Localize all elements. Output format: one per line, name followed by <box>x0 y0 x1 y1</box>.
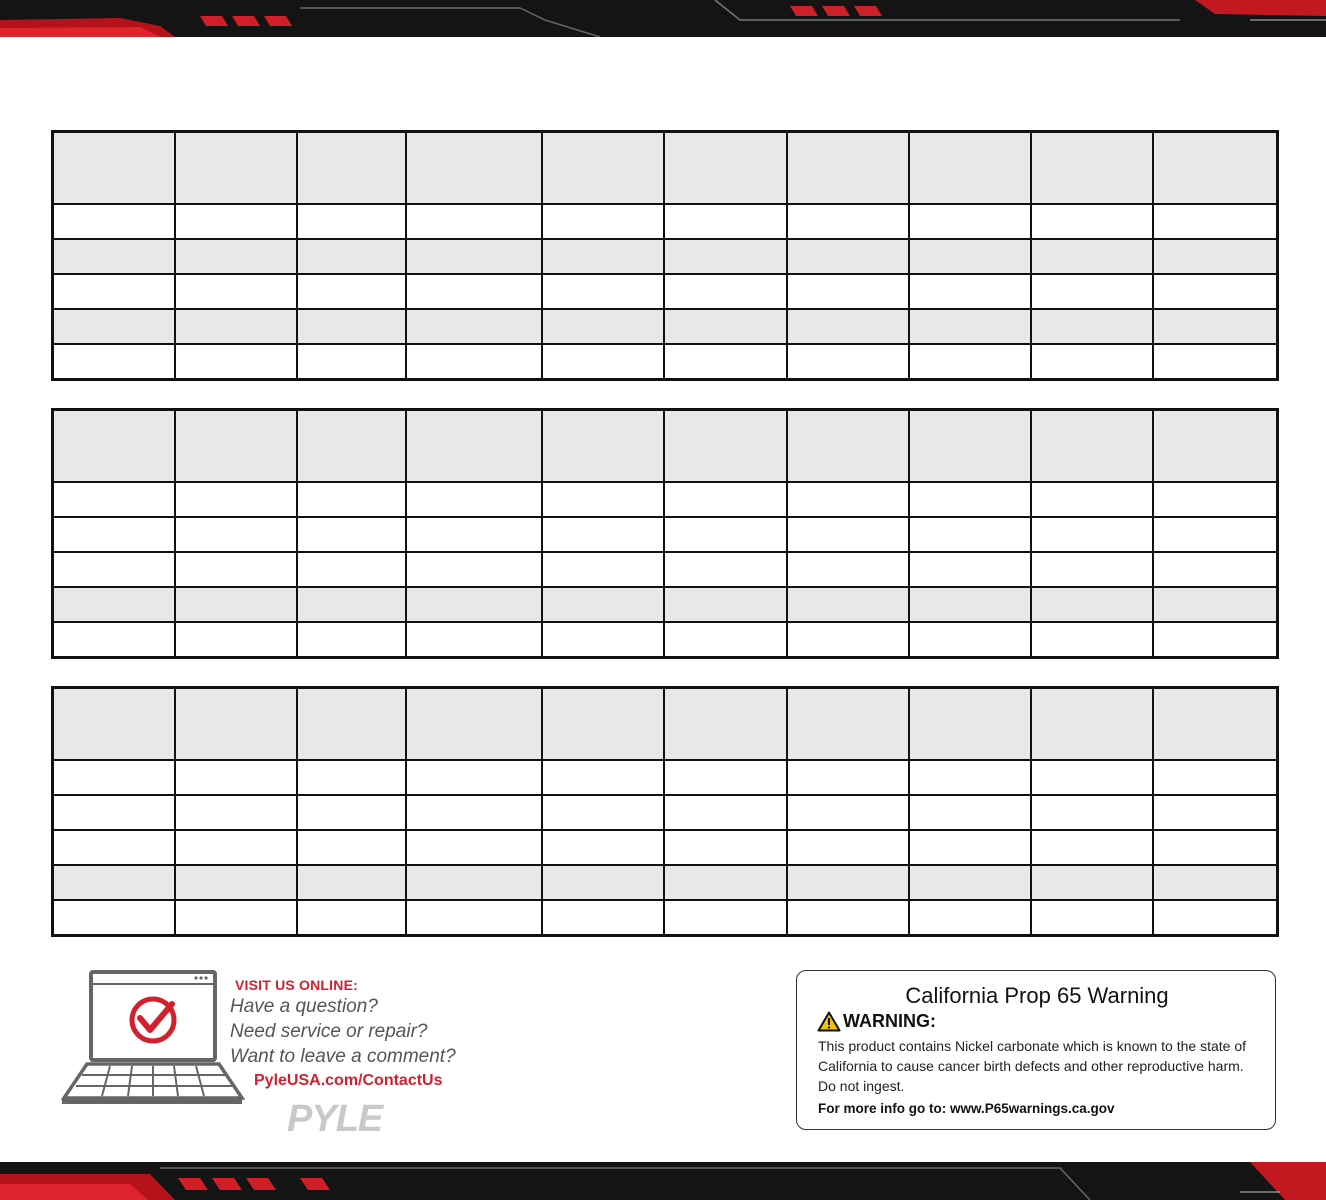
table-row <box>53 552 1278 587</box>
table-row <box>53 587 1278 622</box>
table-row <box>53 900 1278 936</box>
table-row <box>53 865 1278 900</box>
warning-label: WARNING: <box>843 1011 936 1031</box>
table-row <box>53 482 1278 517</box>
laptop-checkmark-icon <box>60 968 245 1113</box>
more-info-link[interactable]: For more info go to: www.P65warnings.ca.gov <box>818 1101 1115 1116</box>
table-header-row <box>53 132 1278 205</box>
table-row <box>53 309 1278 344</box>
table-header-row <box>53 410 1278 483</box>
table-row <box>53 760 1278 795</box>
table-header-row <box>53 688 1278 761</box>
question-line: Need service or repair? <box>230 1021 428 1042</box>
top-decorative-band <box>0 0 1326 37</box>
question-line: Have a question? <box>230 996 378 1017</box>
warning-heading <box>817 1011 936 1032</box>
spec-table-2 <box>51 408 1279 659</box>
table-row <box>53 344 1278 380</box>
prop65-warning-box <box>796 970 1276 1130</box>
table-row <box>53 274 1278 309</box>
contact-link[interactable]: PyleUSA.com/ContactUs <box>254 1072 443 1089</box>
table-row <box>53 830 1278 865</box>
table-row <box>53 204 1278 239</box>
bottom-decorative-band <box>0 1162 1326 1200</box>
table-row <box>53 795 1278 830</box>
spec-table-3 <box>51 686 1279 937</box>
table-row <box>53 517 1278 552</box>
warning-title: California Prop 65 Warning <box>905 983 1169 1008</box>
pyle-logo: PYLE <box>287 1098 383 1140</box>
table-row <box>53 239 1278 274</box>
warning-body: This product contains Nickel carbonate which is known to the state of California to cause cancer birth defects and other reproductive harm. Do not ingest. <box>818 1038 1246 1094</box>
visit-online-label: VISIT US ONLINE: <box>235 977 358 993</box>
spec-table-1 <box>51 130 1279 381</box>
table-row <box>53 622 1278 658</box>
warning-triangle-icon <box>817 1011 841 1032</box>
question-line: Want to leave a comment? <box>230 1046 456 1067</box>
